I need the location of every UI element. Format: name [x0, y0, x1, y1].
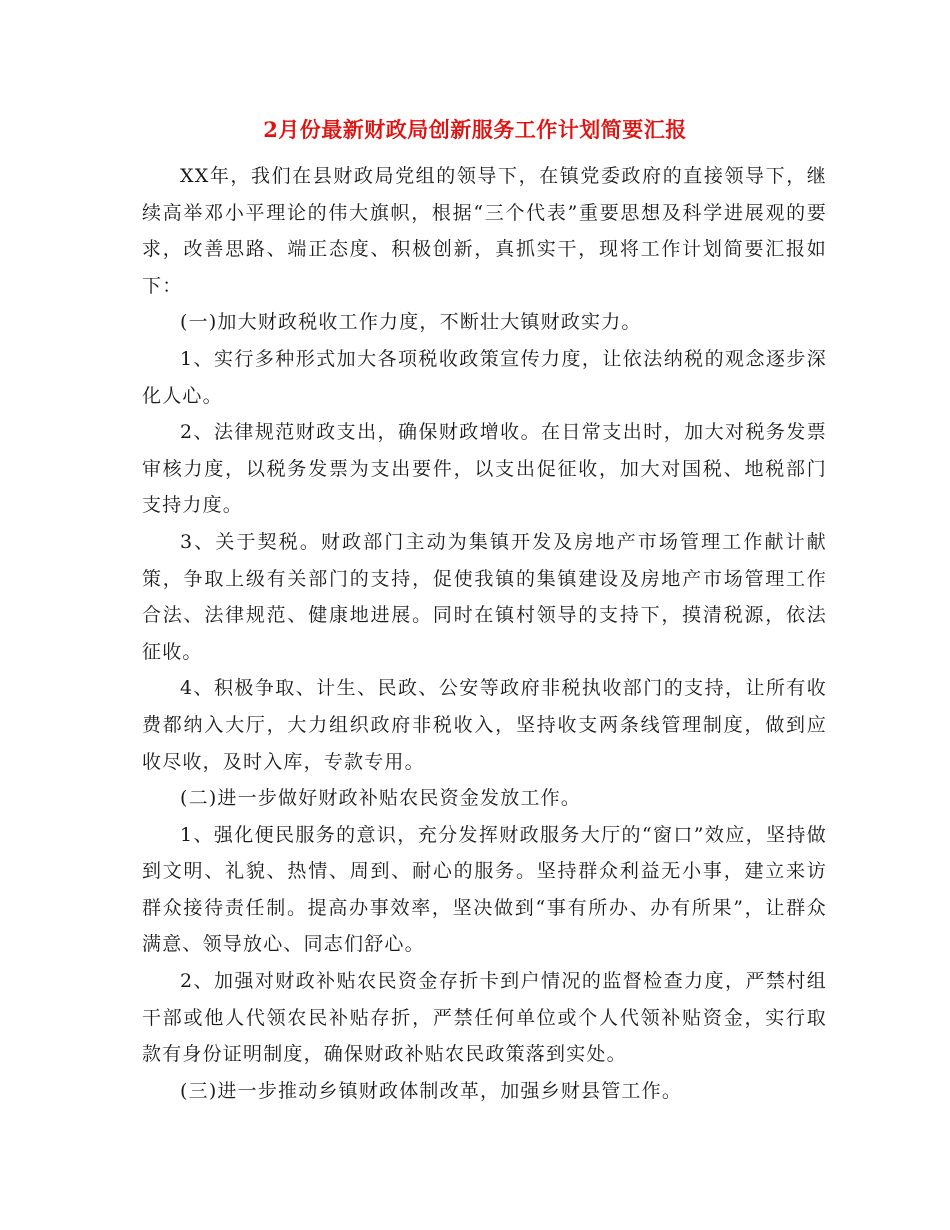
paragraph-1-2: 2、法律规范财政支出，确保财政增收。在日常支出时，加大对税务发票审核力度，以税务发票为支出要件，以支出促征收，加大对国税、地税部门支持力度。: [142, 421, 827, 517]
paragraph-2-2: 2、加强对财政补贴农民资金存折卡到户情况的监督检查力度，严禁村组干部或他人代领农民补贴存折，严禁任何单位或个人代领补贴资金，实行取款有身份证明制度，确保财政补贴农民政策落到实处。: [142, 970, 827, 1066]
paragraph-1-1: 1、实行多种形式加大各项税收政策宣传力度，让依法纳税的观念逐步深化人心。: [142, 347, 827, 407]
paragraph-1-4: 4、积极争取、计生、民政、公安等政府非税执收部门的支持，让所有收费都纳入大厅，大力组织政府非税收入，坚持收支两条线管理制度，做到应收尽收，及时入库，专款专用。: [142, 677, 827, 773]
document-body: [142, 158, 827, 1109]
section-heading-3: (三)进一步推动乡镇财政体制改革，加强乡财县管工作。: [180, 1079, 683, 1102]
section-heading-2: (二)进一步做好财政补贴农民资金发放工作。: [180, 787, 582, 810]
paragraph-1-3: 3、关于契税。财政部门主动为集镇开发及房地产市场管理工作献计献策，争取上级有关部门的支持，促使我镇的集镇建设及房地产市场管理工作合法、法律规范、健康地进展。同时在镇村领导的支持下，摸清税源，依法征收。: [142, 530, 827, 663]
section-heading-1: (一)加大财政税收工作力度，不断壮大镇财政实力。: [180, 311, 642, 334]
document-title: 2月份最新财政局创新服务工作计划简要汇报: [263, 117, 687, 142]
paragraph-intro: XX年，我们在县财政局党组的领导下，在镇党委政府的直接领导下，继续高举邓小平理论的伟大旗帜，根据“三个代表”重要思想及科学进展观的要求，改善思路、端正态度、积极创新，真抓实干，现将工作计划简要汇报如下：: [142, 165, 827, 297]
paragraph-2-1: 1、强化便民服务的意识，充分发挥财政服务大厅的“窗口”效应，坚持做到文明、礼貌、热情、周到、耐心的服务。坚持群众利益无小事，建立来访群众接待责任制。提高办事效率，坚决做到“事有所办、办有所果”，让群众满意、领导放心、同志们舒心。: [142, 823, 827, 956]
